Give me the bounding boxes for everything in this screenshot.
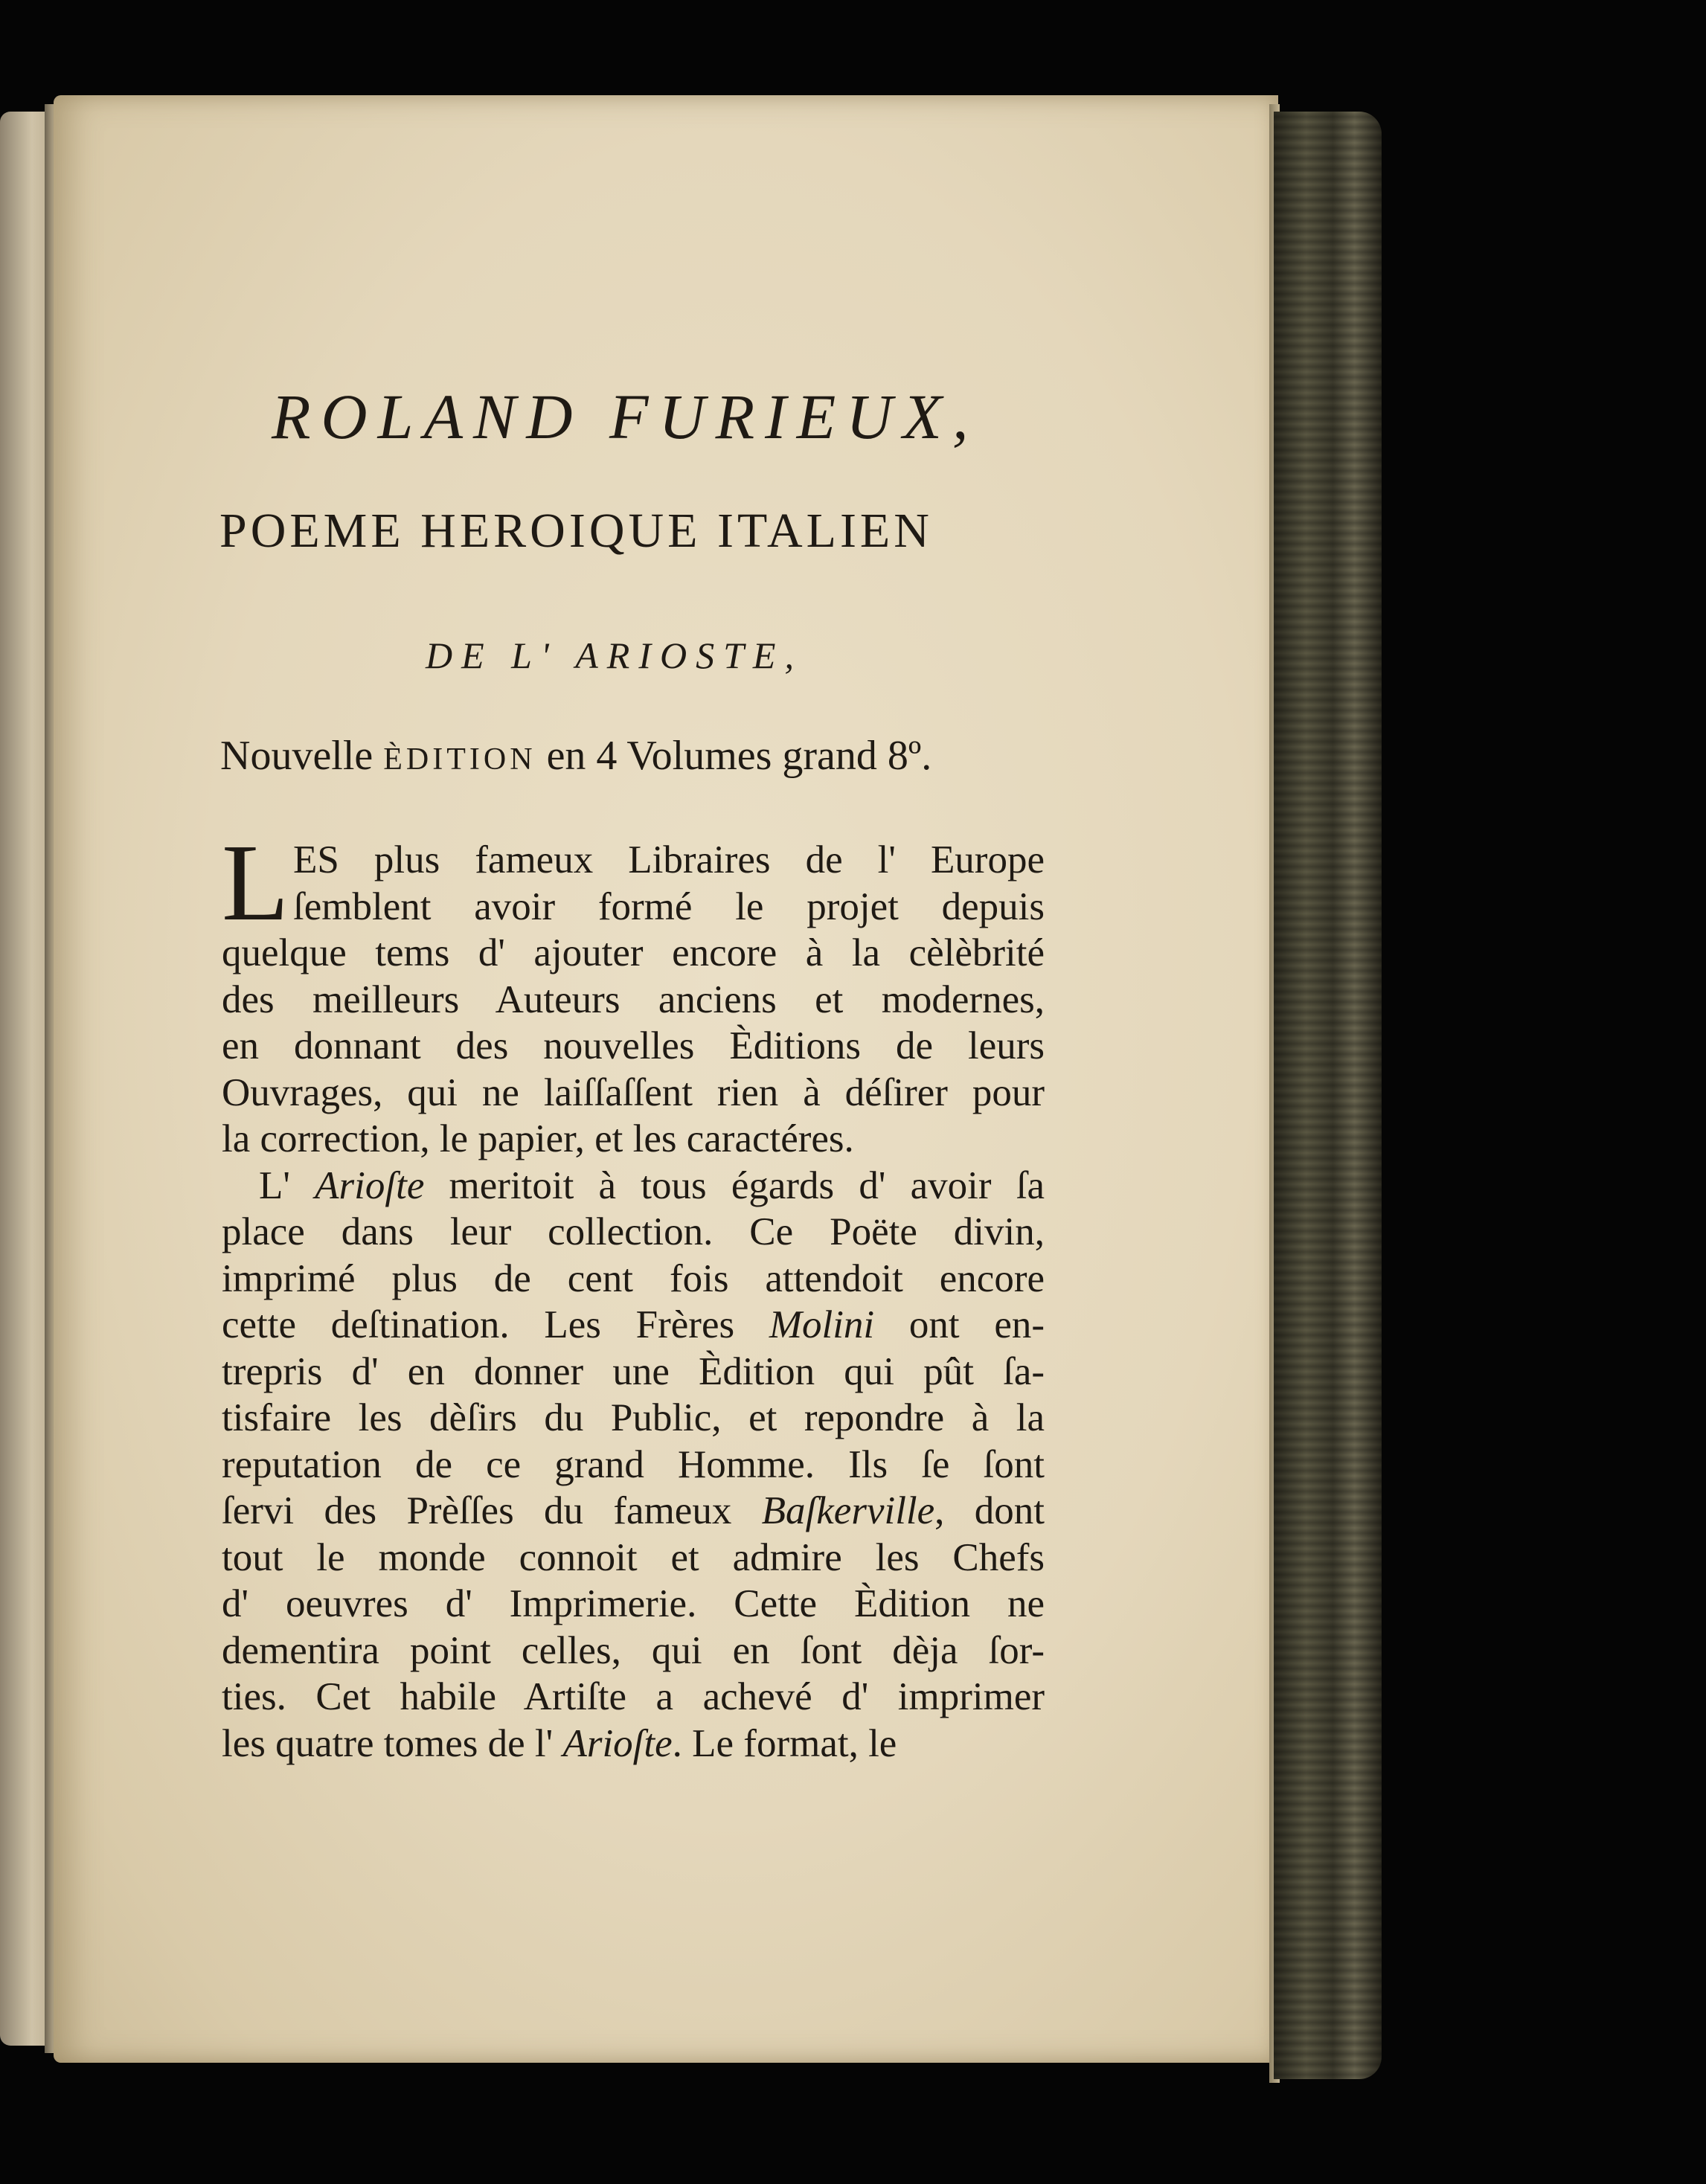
- body-line: [222, 1442, 1045, 1488]
- book-author: DE L' ARIOSTE,: [426, 635, 803, 676]
- text-segment: la correction, le papier, et les caractéres.: [222, 1117, 854, 1160]
- body-line: [222, 1116, 1045, 1163]
- body-line: [222, 1209, 1045, 1256]
- body-line: [222, 1581, 1045, 1628]
- body-line: [222, 977, 1045, 1024]
- text-segment: cette deſtination. Les Frères: [222, 1303, 769, 1346]
- edition-prefix: Nouvelle: [220, 733, 373, 779]
- body-line: [222, 1395, 1045, 1442]
- book-title: ROLAND FURIEUX,: [272, 381, 979, 452]
- text-segment: , dont: [934, 1489, 1045, 1532]
- text-segment: ES plus fameux Libraires de l' Europe: [293, 838, 1045, 881]
- body-line: [222, 1721, 1045, 1767]
- text-segment: place dans leur collection. Ce Poëte divin,: [222, 1210, 1045, 1253]
- book-subtitle: POEME HEROIQUE ITALIEN: [219, 504, 933, 558]
- text-segment: quelque tems d' ajouter encore à la cèlèbrité: [222, 931, 1045, 974]
- leather-binding: [1274, 112, 1382, 2079]
- body-line: [222, 837, 1045, 884]
- text-segment: ties. Cet habile Artiſte a achevé d' imprimer: [222, 1675, 1045, 1718]
- text-segment: ont en-: [874, 1303, 1045, 1346]
- text-segment: tisfaire les dèſirs du Public, et repondre à la: [222, 1396, 1045, 1439]
- body-line: [222, 930, 1045, 977]
- text-segment: dementira point celles, qui en ſont dèja ſor-: [222, 1628, 1045, 1672]
- body-line: [222, 1488, 1045, 1535]
- body-line: [222, 1535, 1045, 1581]
- text-segment: reputation de ce grand Homme. Ils ſe ſont: [222, 1442, 1045, 1486]
- text-segment: les quatre tomes de l': [222, 1721, 563, 1765]
- text-segment: des meilleurs Auteurs anciens et modernes,: [222, 977, 1045, 1021]
- body-line: [222, 1070, 1045, 1117]
- edition-suffix: en 4 Volumes grand 8º.: [546, 733, 932, 779]
- body-lines: [222, 822, 1045, 1767]
- text-segment: trepris d' en donner une Èdition qui pût ſa-: [222, 1349, 1045, 1393]
- body-line: [222, 1628, 1045, 1674]
- text-segment: Ouvrages, qui ne laiſſaſſent rien à déſirer pour: [222, 1070, 1045, 1114]
- edition-line: [220, 732, 931, 780]
- text-segment: d' oeuvres d' Imprimerie. Cette Èdition ne: [222, 1582, 1045, 1625]
- body-line: [222, 884, 1045, 931]
- text-segment: ſervi des Prèſſes du fameux: [222, 1489, 762, 1532]
- text-segment: ſemblent avoir formé le projet depuis: [293, 884, 1045, 928]
- body-line: [222, 1302, 1045, 1349]
- text-segment: en donnant des nouvelles Èditions de leurs: [222, 1024, 1045, 1067]
- text-segment: . Le format, le: [672, 1721, 897, 1765]
- edition-word: ÈDITION: [383, 742, 536, 777]
- text-segment: L': [259, 1163, 315, 1207]
- drop-cap: L: [222, 822, 289, 944]
- body-line: [222, 1163, 1045, 1210]
- text-segment: meritoit à tous égards d' avoir ſa: [424, 1163, 1045, 1207]
- italic-name: Arioſte: [315, 1163, 425, 1207]
- italic-name: Molini: [769, 1303, 875, 1346]
- text-segment: tout le monde connoit et admire les Chefs: [222, 1535, 1045, 1579]
- text-segment: imprimé plus de cent fois attendoit encore: [222, 1256, 1045, 1300]
- body-line: [222, 1023, 1045, 1070]
- body-text: [222, 822, 1045, 1767]
- body-line: [222, 1256, 1045, 1303]
- body-line: [222, 1349, 1045, 1395]
- italic-name: Baſkerville: [761, 1489, 935, 1532]
- italic-name: Arioſte: [562, 1721, 673, 1765]
- body-line: [222, 1674, 1045, 1721]
